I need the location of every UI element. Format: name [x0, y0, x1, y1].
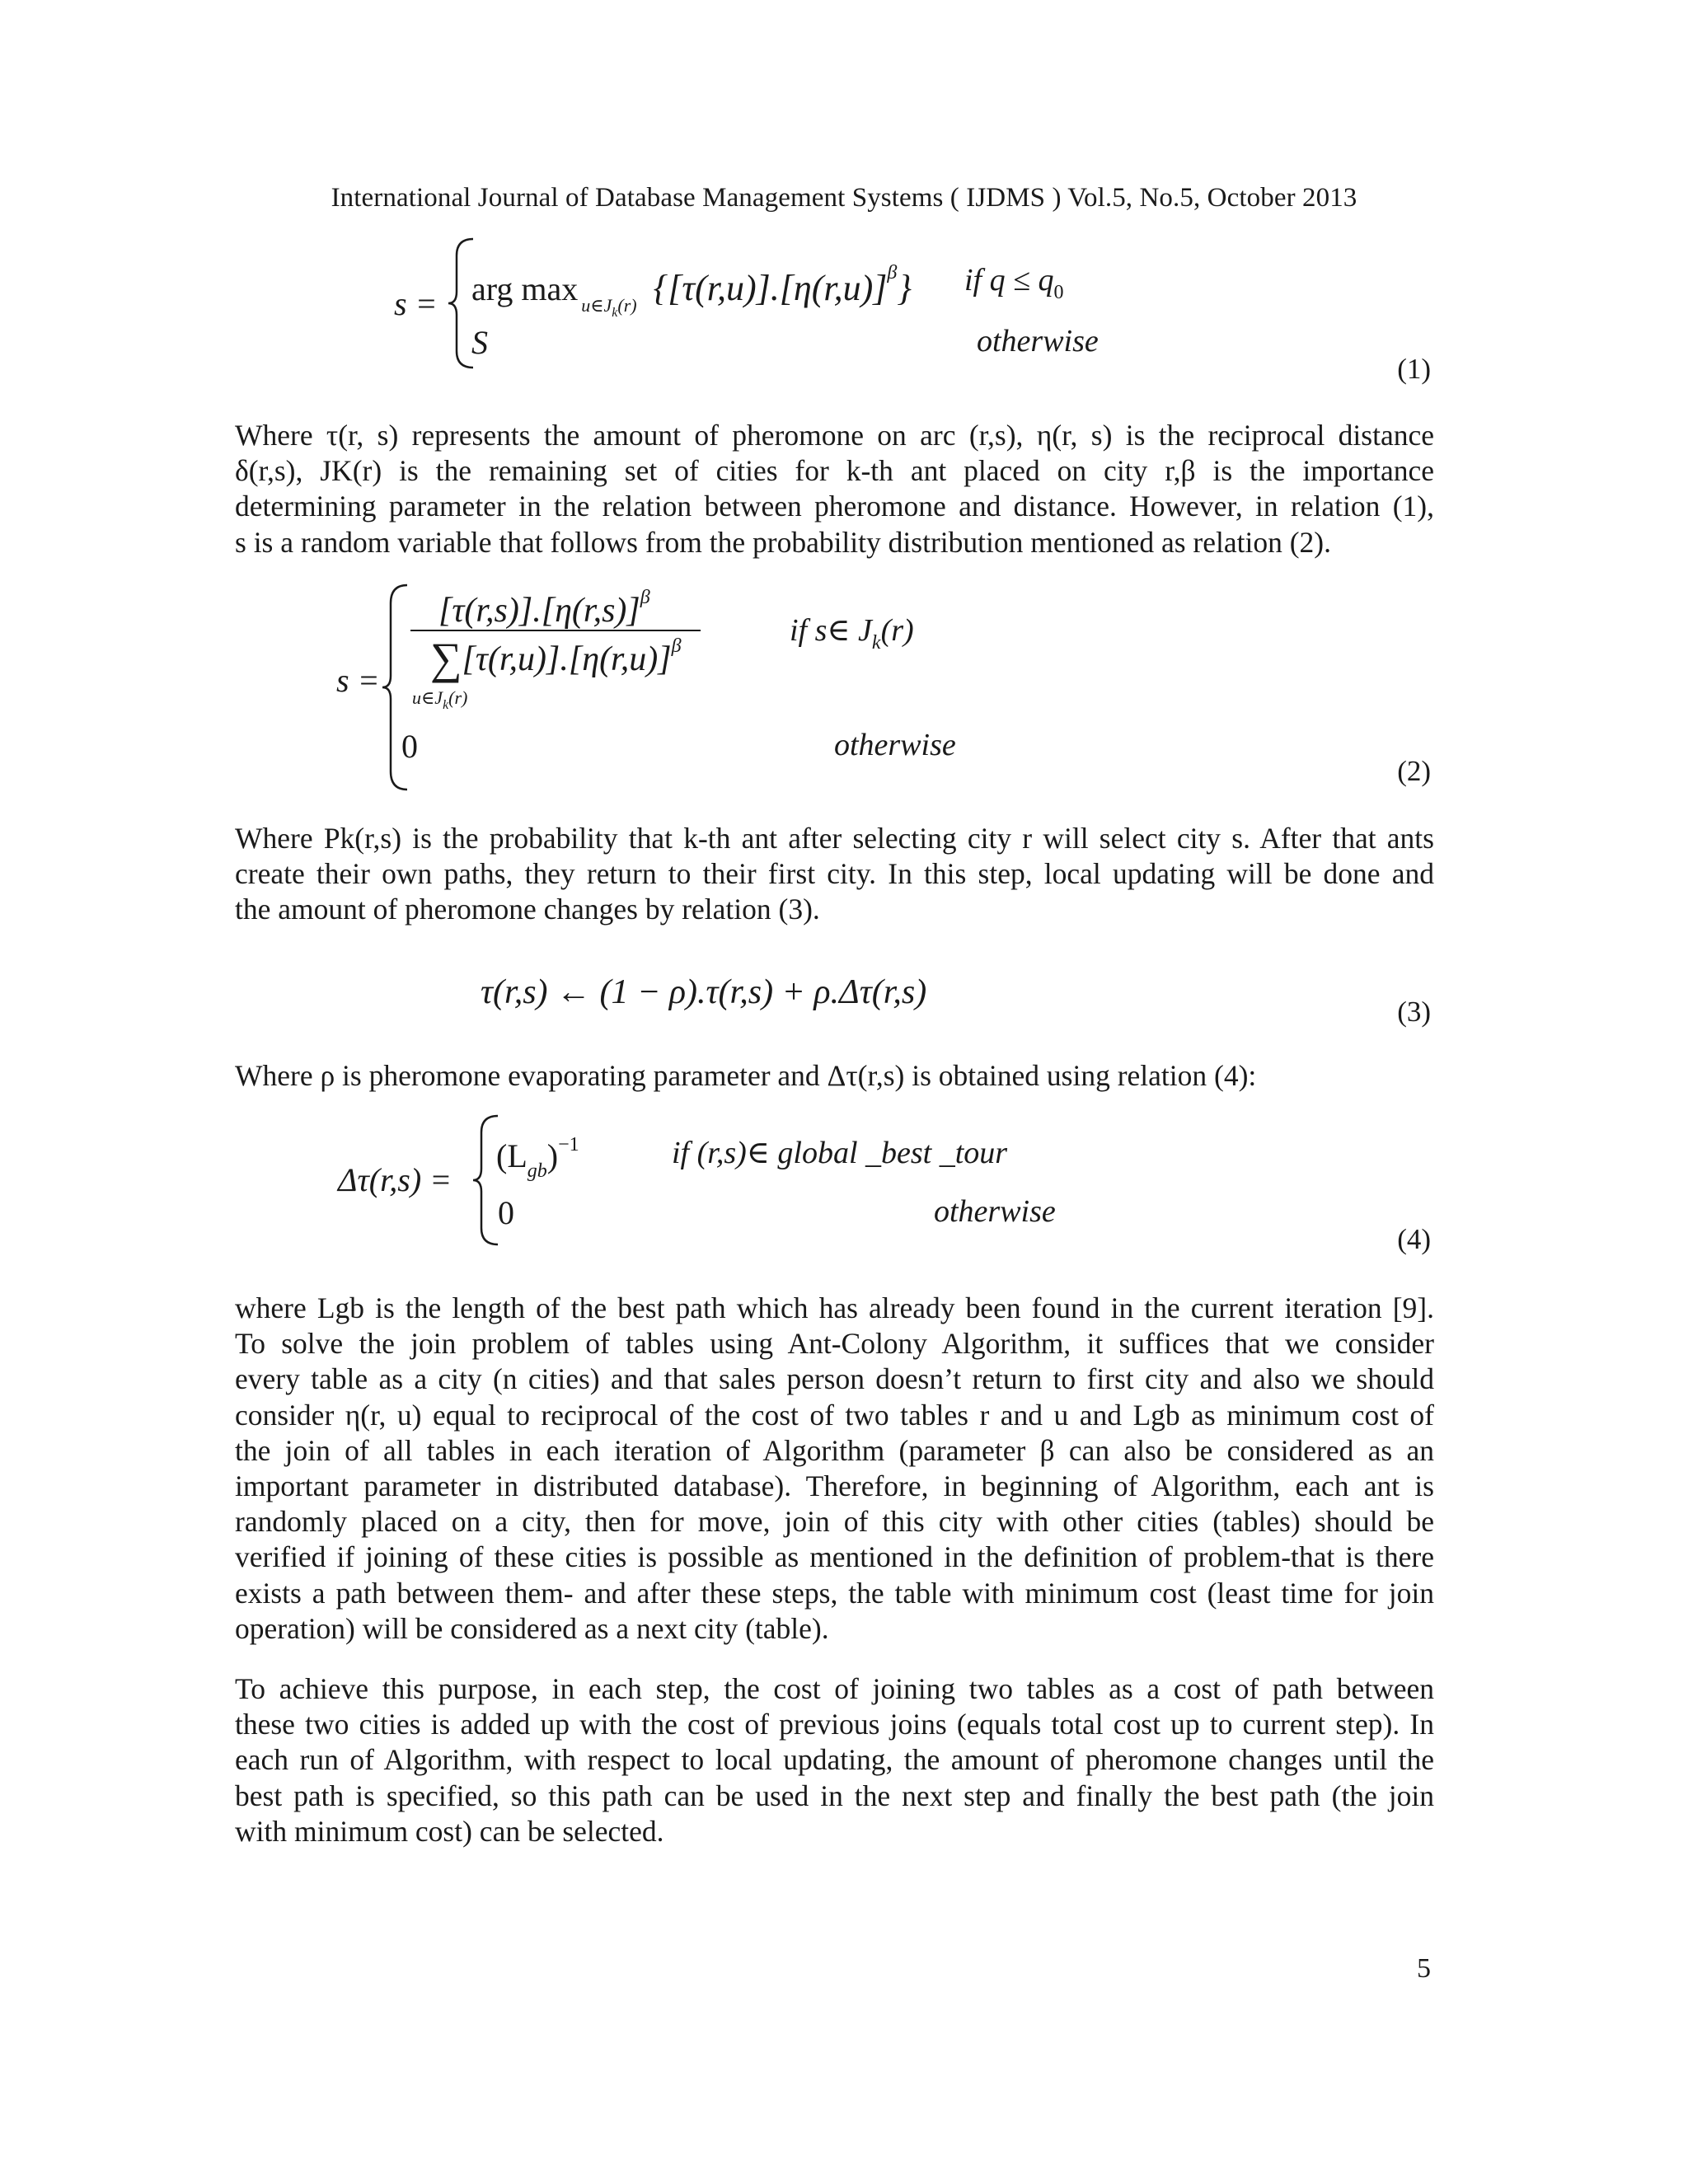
running-header: International Journal of Database Management Systems ( IJDMS ) Vol.5, No.5, October 2013	[331, 183, 1357, 213]
eq2-sum-subscript-r: (r)	[448, 687, 468, 708]
eq4-case2-condition: otherwise	[934, 1194, 1056, 1229]
eq2-fraction-bar	[410, 630, 701, 631]
eq1-number: (1)	[1397, 353, 1431, 385]
eq4-case1-condition: if (r,s)∈ global _best _tour	[672, 1136, 1008, 1170]
eq2-denominator-superscript: β	[671, 635, 682, 657]
eq1-argmax: arg max	[471, 270, 579, 307]
eq2-numerator-text: [τ(r,s)].[η(r,s)]	[438, 592, 640, 630]
eq2-case1-condition-text: if s∈ J	[790, 613, 872, 648]
eq1-case1-condition	[964, 262, 1063, 304]
paragraph-4-line: exists a path between them- and after these steps, the table with minimum cost (least time for join	[235, 1576, 1434, 1610]
eq2-case1-condition-k: k	[871, 632, 881, 654]
eq1-case1-condition-sub: 0	[1053, 282, 1064, 303]
eq2-case2-expression: 0	[401, 728, 418, 765]
eq4-lhs: Δτ(r,s) =	[338, 1161, 452, 1198]
eq2-number: (2)	[1397, 755, 1431, 787]
eq2-case1-condition	[790, 612, 914, 654]
eq1-case1-expression: {[τ(r,u)].[η(r,u)]	[653, 268, 888, 308]
paragraph-1-line: δ(r,s), JK(r) is the remaining set of cities for k-th ant placed on city r,β is the importance	[235, 454, 1434, 488]
paragraph-3-line: Where ρ is pheromone evaporating parameter and Δτ(r,s) is obtained using relation (4):	[235, 1059, 1257, 1092]
paragraph-5-line: each run of Algorithm, with respect to local updating, the amount of pheromone changes until the	[235, 1743, 1434, 1777]
eq1-case1-condition-text: if q ≤ q	[964, 263, 1054, 298]
paragraph-4-line: the join of all tables in each iteration of Algorithm (parameter β can also be considered as an	[235, 1433, 1434, 1467]
eq4-case2-expression: 0	[498, 1194, 514, 1231]
paragraph-2	[235, 821, 1434, 928]
eq2-numerator	[438, 587, 650, 630]
paragraph-4-line: every table as a city (n cities) and that sales person doesn’t return to first city and also we should	[235, 1362, 1434, 1396]
eq1-case1-close: }	[897, 268, 912, 308]
eq2-lhs: s =	[336, 662, 380, 699]
eq2-sum-subscript-text: u∈J	[412, 687, 443, 708]
eq4-number: (4)	[1397, 1223, 1431, 1255]
paragraph-4-line: where Lgb is the length of the best path which has already been found in the current iteration [9].	[235, 1291, 1434, 1324]
paragraph-5-line: To achieve this purpose, in each step, the cost of joining two tables as a cost of path between	[235, 1672, 1434, 1705]
paragraph-4-line: operation) will be considered as a next city (table).	[235, 1611, 829, 1645]
paragraph-2-line: Where Pk(r,s) is the probability that k-th ant after selecting city r will select city s. After that ants	[235, 822, 1434, 855]
eq4-case1-expression	[496, 1134, 579, 1183]
paragraph-4-line: consider η(r, u) equal to reciprocal of the cost of two tables r and u and Lgb as minimum cost of	[235, 1398, 1434, 1432]
paragraph-4-line: To solve the join problem of tables using Ant-Colony Algorithm, it suffices that we consider	[235, 1327, 1434, 1361]
eq3-number: (3)	[1397, 996, 1431, 1028]
eq4-case1-close: )	[546, 1137, 559, 1174]
eq1-case1-superscript: β	[887, 262, 898, 284]
paragraph-1-line: Where τ(r, s) represents the amount of pheromone on arc (r,s), η(r, s) is the reciprocal distance	[235, 419, 1434, 452]
paragraph-4-line: important parameter in distributed database). Therefore, in beginning of Algorithm, each ant is	[235, 1469, 1434, 1503]
eq4-case1-subscript: gb	[527, 1160, 547, 1182]
paragraph-1-line: s is a random variable that follows from the probability distribution mentioned as relation (2).	[235, 525, 1331, 559]
eq1-case2-condition: otherwise	[977, 324, 1099, 359]
eq2-sum-symbol: ∑	[430, 634, 462, 683]
eq2-denominator	[430, 633, 682, 684]
paragraph-5-line: with minimum cost) can be selected.	[235, 1814, 664, 1848]
eq1-lhs: s =	[394, 285, 438, 322]
eq2-sum-subscript	[412, 687, 467, 713]
paragraph-5	[235, 1671, 1434, 1849]
eq1-argmax-subscript-r: (r)	[617, 295, 637, 316]
eq1-argmax-subscript-k: k	[612, 306, 618, 320]
paragraph-1-line: determining parameter in the relation between pheromone and distance. However, in relation (1),	[235, 490, 1434, 523]
eq3-expression: τ(r,s) ← (1 − ρ).τ(r,s) + ρ.Δτ(r,s)	[481, 973, 927, 1011]
eq2-numerator-superscript: β	[640, 587, 650, 608]
eq2-denominator-text: [τ(r,u)].[η(r,u)]	[462, 640, 672, 678]
paragraph-3	[235, 1058, 1434, 1094]
eq2-case1-condition-r: (r)	[880, 613, 914, 648]
paragraph-2-line: the amount of pheromone changes by relation (3).	[235, 893, 820, 926]
paragraph-4	[235, 1291, 1434, 1647]
eq1-case2-expression: S	[471, 324, 488, 361]
paragraph-1	[235, 418, 1434, 560]
eq4-case1-open: (L	[496, 1137, 528, 1174]
eq2-case2-condition: otherwise	[834, 728, 956, 762]
paragraph-5-line: best path is specified, so this path can be used in the next step and finally the best path (the join	[235, 1779, 1434, 1812]
eq2-sum-subscript-k: k	[443, 698, 449, 712]
paragraph-4-line: randomly placed on a city, then for move, join of this city with other cities (tables) should be	[235, 1505, 1434, 1539]
paragraph-2-line: create their own paths, they return to their first city. In this step, local updating will be done and	[235, 857, 1434, 891]
eq1-argmax-subscript: u∈J	[581, 295, 612, 316]
eq1-case1	[471, 262, 912, 321]
paragraph-5-line: these two cities is added up with the cost of previous joins (equals total cost up to current step). In	[235, 1708, 1434, 1741]
paragraph-4-line: verified if joining of these cities is possible as mentioned in the definition of problem-that is there	[235, 1540, 1434, 1574]
page-number: 5	[1417, 1953, 1431, 1984]
eq4-case1-superscript: −1	[558, 1134, 579, 1155]
